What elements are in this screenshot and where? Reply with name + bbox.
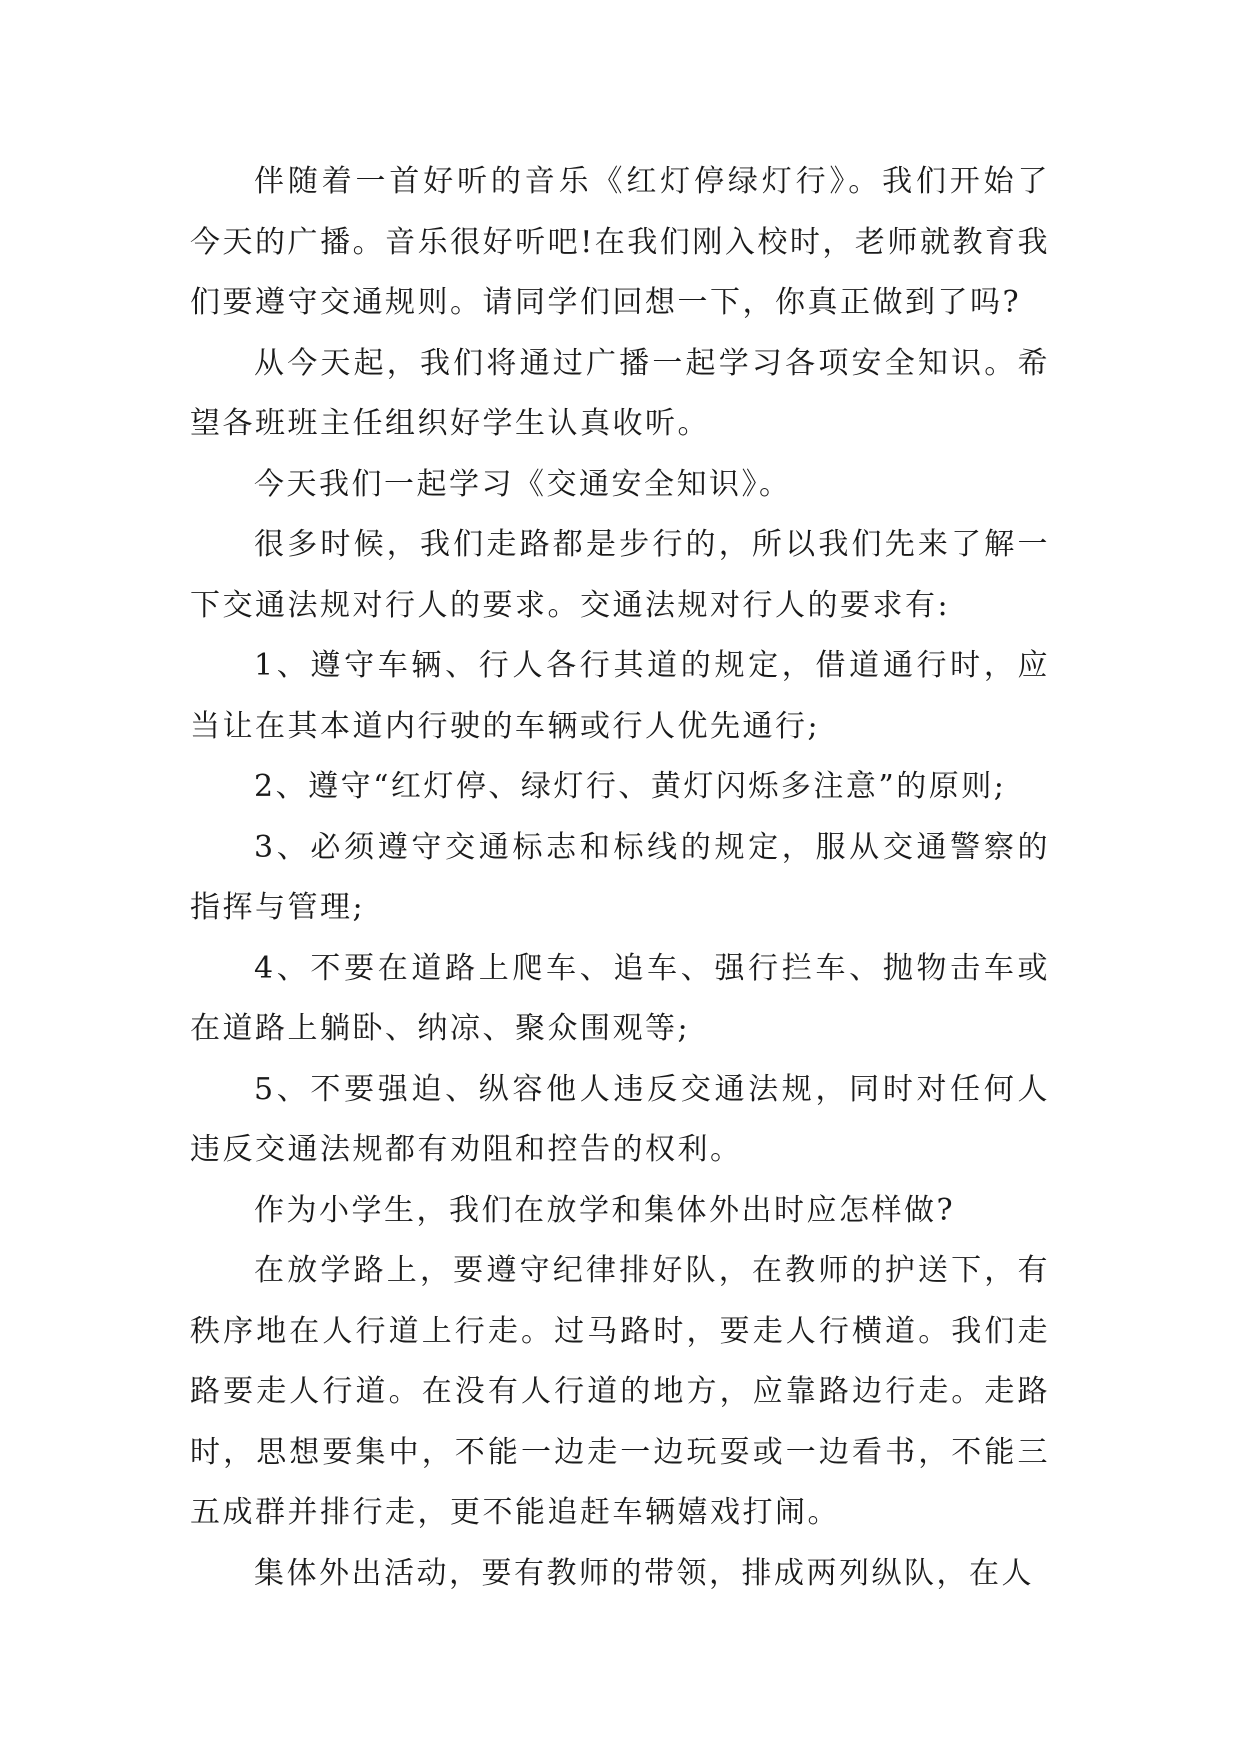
- paragraph-intro: 伴随着一首好听的音乐《红灯停绿灯行》。我们开始了今天的广播。音乐很好听吧!在我们刚入校时，老师就教育我们要遵守交通规则。请同学们回想一下，你真正做到了吗?: [190, 164, 1050, 320]
- rule-item-2: 2、遵守“红灯停、绿灯行、黄灯闪烁多注意”的原则;: [254, 769, 1007, 804]
- paragraph-question: 作为小学生，我们在放学和集体外出时应怎样做?: [254, 1192, 956, 1228]
- paragraph-group-outing: 集体外出活动，要有教师的带领，排成两列纵队，在人: [254, 1555, 1034, 1591]
- document-body: [190, 152, 1050, 1604]
- paragraph-topic: 今天我们一起学习《交通安全知识》。: [254, 466, 792, 502]
- paragraph-broadcast: 从今天起，我们将通过广播一起学习各项安全知识。希望各班班主任组织好学生认真收听。: [190, 345, 1050, 441]
- rule-item-3: 3、必须遵守交通标志和标线的规定，服从交通警察的指挥与管理;: [190, 829, 1050, 925]
- paragraph-after-school: 在放学路上，要遵守纪律排好队，在教师的护送下，有秩序地在人行道上行走。过马路时，要走人行横道。我们走路要走人行道。在没有人行道的地方，应靠路边行走。走路时，思想要集中，不能一边走一边玩耍或一边看书，不能三五成群并排行走，更不能追赶车辆嬉戏打闹。: [190, 1253, 1050, 1530]
- rule-item-4: 4、不要在道路上爬车、追车、强行拦车、抛物击车或在道路上躺卧、纳凉、聚众围观等;: [190, 950, 1050, 1046]
- paragraph-walking: 很多时候，我们走路都是步行的，所以我们先来了解一下交通法规对行人的要求。交通法规对行人的要求有:: [190, 527, 1050, 623]
- rule-item-1: 1、遵守车辆、行人各行其道的规定，借道通行时，应当让在其本道内行驶的车辆或行人优先通行;: [190, 648, 1050, 744]
- rule-item-5: 5、不要强迫、纵容他人违反交通法规，同时对任何人违反交通法规都有劝阻和控告的权利。: [190, 1071, 1050, 1167]
